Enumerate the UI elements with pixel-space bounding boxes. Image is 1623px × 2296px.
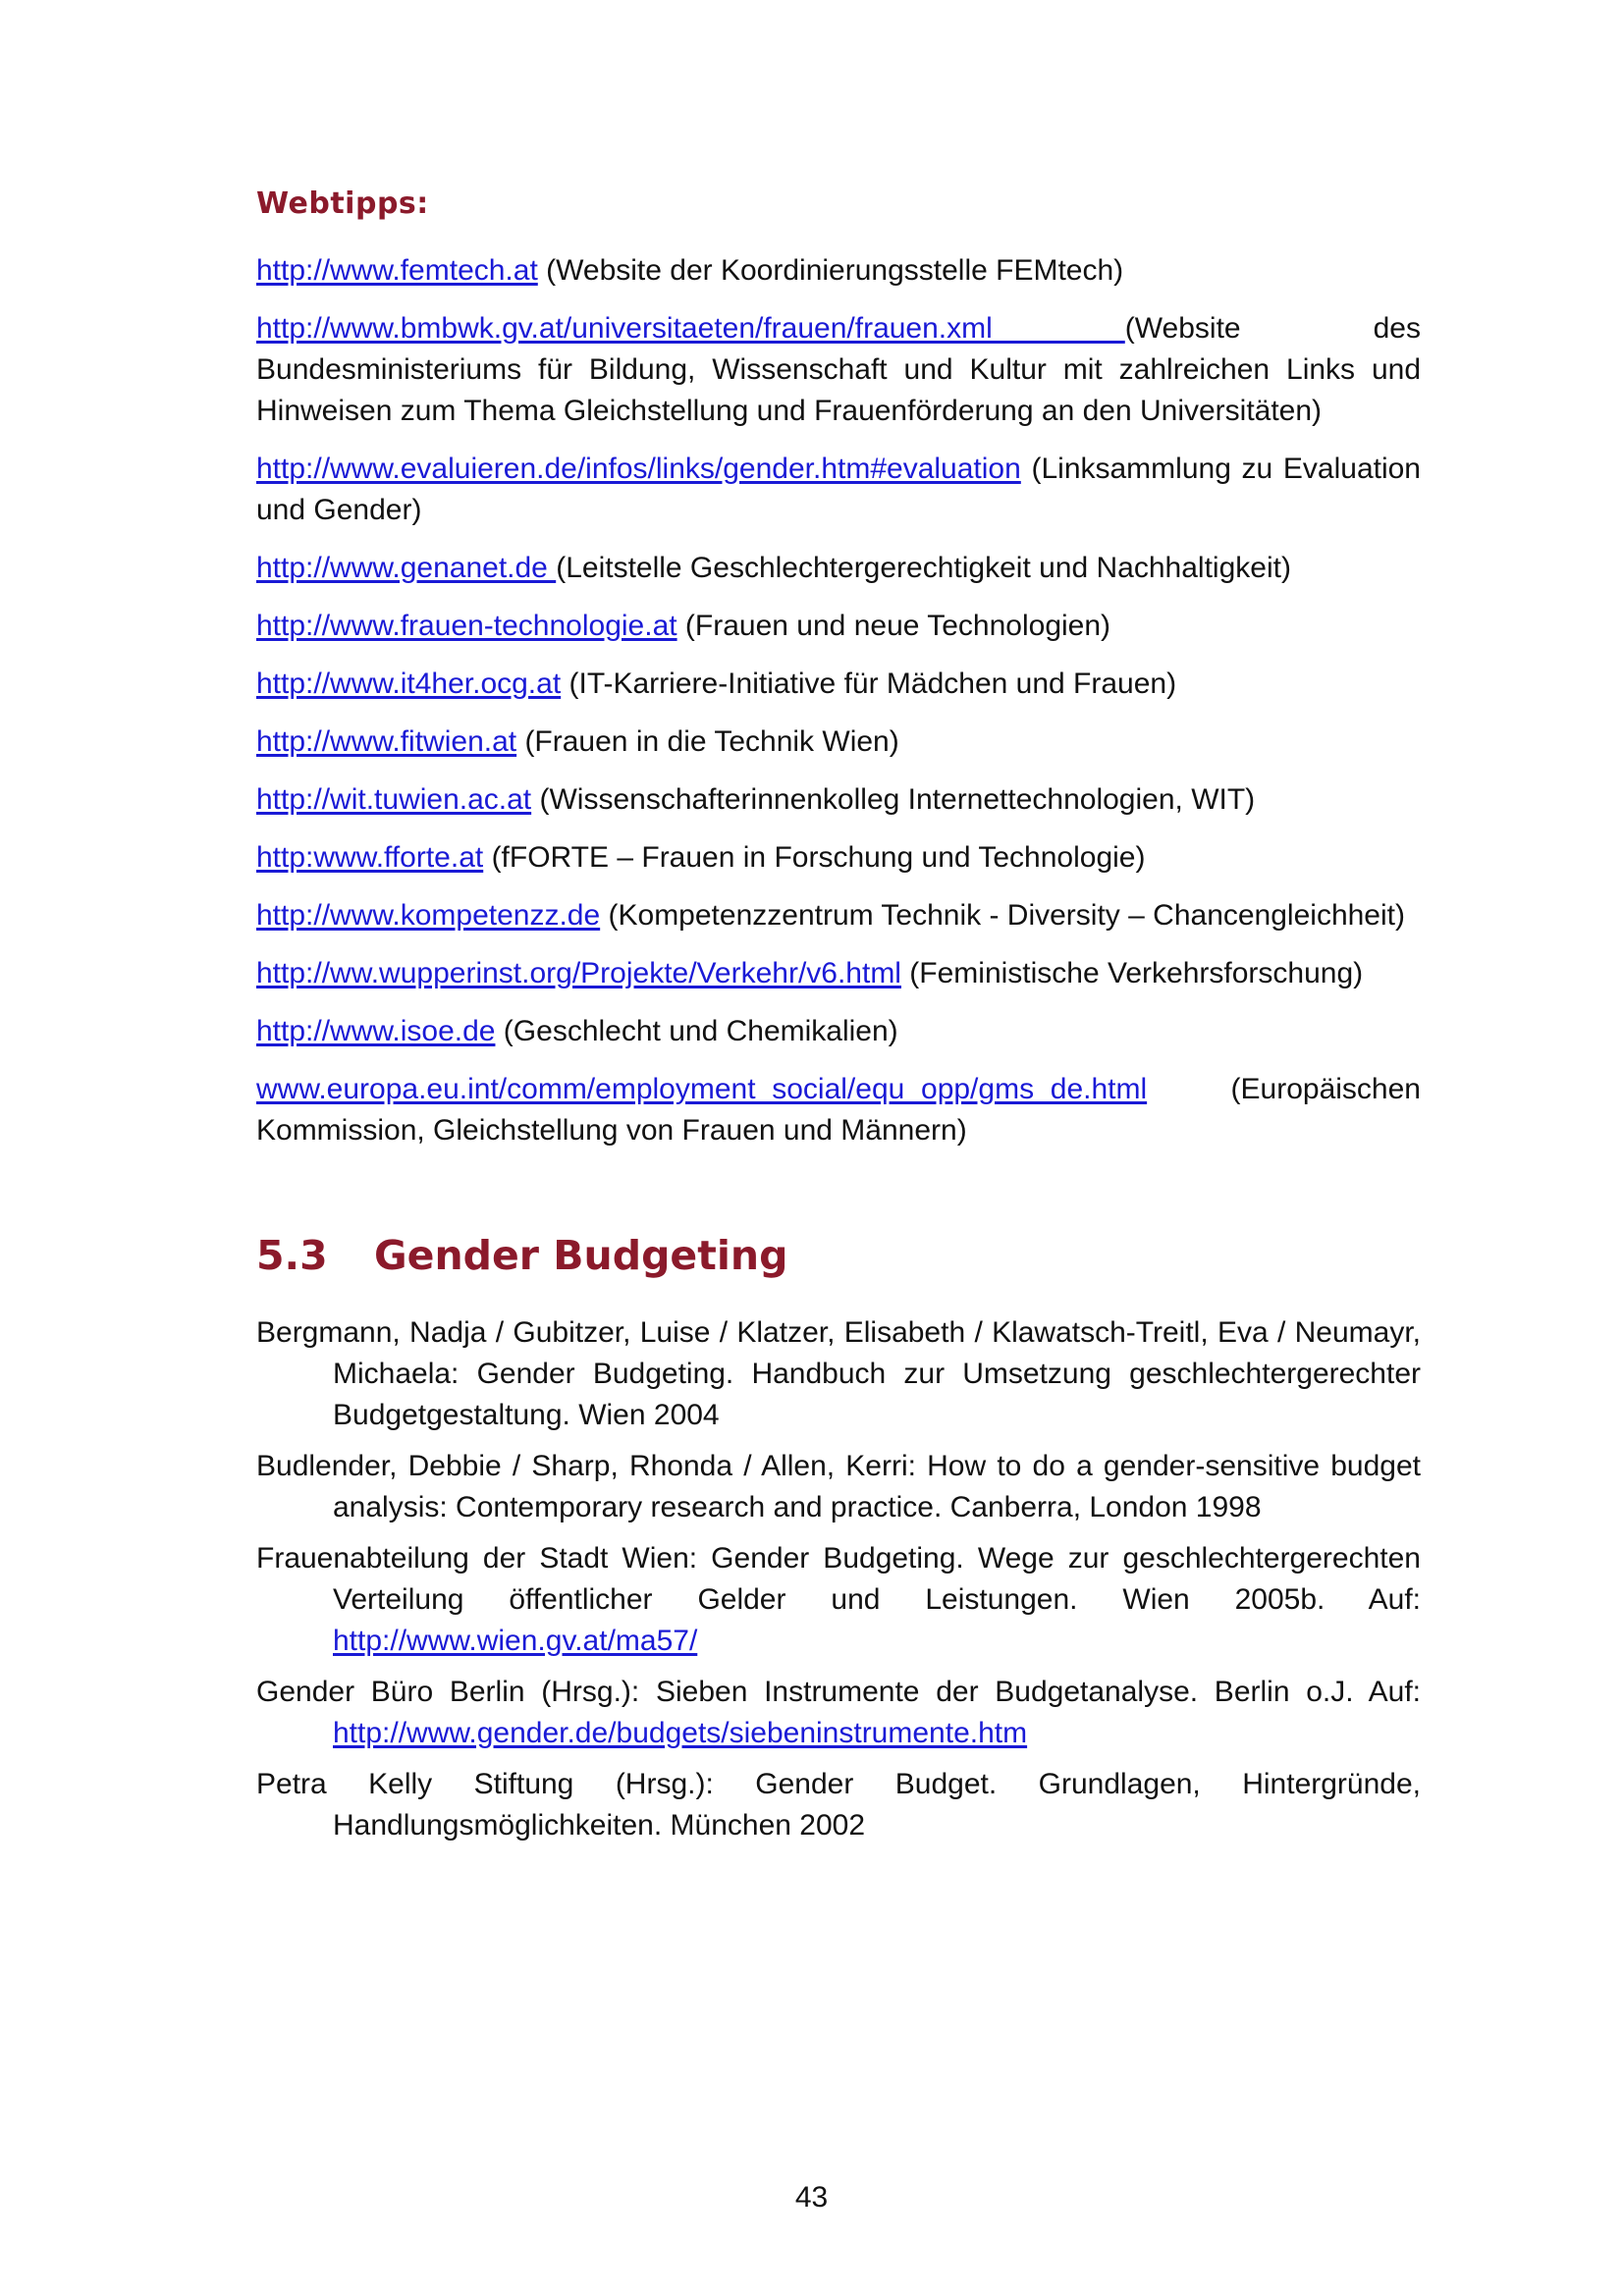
webtipp-description: (Linksammlung zu Evaluation und Gender) bbox=[256, 453, 1421, 526]
reference-entry bbox=[256, 1538, 1421, 1662]
webtipp-entry bbox=[256, 606, 1421, 647]
webtipp-entry bbox=[256, 1011, 1421, 1052]
webtipp-entry bbox=[256, 1069, 1421, 1151]
reference-entry bbox=[256, 1312, 1421, 1436]
webtipp-link[interactable]: http://www.genanet.de bbox=[256, 552, 557, 584]
webtipp-link[interactable]: http://www.fitwien.at bbox=[256, 725, 517, 758]
reference-entry bbox=[256, 1446, 1421, 1528]
webtipp-entry bbox=[256, 250, 1421, 292]
webtipp-entry bbox=[256, 895, 1421, 936]
reference-link[interactable]: http://www.gender.de/budgets/siebeninstrumente.htm bbox=[333, 1717, 1028, 1749]
section-heading bbox=[256, 1232, 1421, 1279]
reference-text: Budlender, Debbie / Sharp, Rhonda / Allen, Kerri: How to do a gender-sensitive budget analysis: Contemporary research and practice. Canberra, London 1998 bbox=[256, 1450, 1421, 1523]
page-content bbox=[256, 187, 1421, 1856]
webtipp-description: (IT-Karriere-Initiative für Mädchen und Frauen) bbox=[561, 667, 1177, 700]
webtipp-link[interactable]: http:www.fforte.at bbox=[256, 841, 484, 874]
webtipp-description: (fFORTE – Frauen in Forschung und Technologie) bbox=[483, 841, 1146, 874]
section-title: Gender Budgeting bbox=[374, 1232, 788, 1279]
webtipp-entry bbox=[256, 308, 1421, 432]
webtipp-entry bbox=[256, 953, 1421, 994]
webtipp-description: (Website des Bundesministeriums für Bildung, Wissenschaft und Kultur mit zahlreichen Links und Hinweisen zum Thema Gleichstellung und Frauenförderung an den Universitäten) bbox=[256, 312, 1421, 427]
webtipp-description: (Frauen und neue Technologien) bbox=[676, 610, 1111, 642]
webtipp-link[interactable]: http://www.it4her.ocg.at bbox=[256, 667, 562, 700]
webtipp-entry bbox=[256, 721, 1421, 763]
webtipp-description: (Wissenschafterinnenkolleg Internettechnologien, WIT) bbox=[531, 783, 1256, 816]
webtipp-description: (Website der Koordinierungsstelle FEMtech) bbox=[537, 254, 1124, 287]
webtipp-link[interactable]: http://www.kompetenzz.de bbox=[256, 899, 601, 932]
webtipps-heading: Webtipps: bbox=[256, 187, 429, 221]
reference-link[interactable]: http://www.wien.gv.at/ma57/ bbox=[333, 1625, 698, 1657]
references-list bbox=[256, 1312, 1421, 1846]
webtipp-link[interactable]: http://ww.wupperinst.org/Projekte/Verkehr/v6.html bbox=[256, 957, 901, 989]
webtipp-entry bbox=[256, 548, 1421, 589]
webtipp-link[interactable]: http://www.bmbwk.gv.at/universitaeten/frauen/frauen.xml bbox=[256, 312, 1125, 345]
webtipp-entry bbox=[256, 449, 1421, 531]
reference-text: Bergmann, Nadja / Gubitzer, Luise / Klatzer, Elisabeth / Klawatsch-Treitl, Eva / Neumayr, Michaela: Gender Budgeting. Handbuch zur Umsetzung geschlechtergerechter Budgetgestaltung. Wien 2004 bbox=[256, 1316, 1421, 1431]
reference-text: Frauenabteilung der Stadt Wien: Gender Budgeting. Wege zur geschlechtergerechten Verteilung öffentlicher Gelder und Leistungen. Wien 2005b. Auf: bbox=[256, 1542, 1421, 1616]
webtipp-entry bbox=[256, 837, 1421, 879]
webtipp-description: (Frauen in die Technik Wien) bbox=[516, 725, 899, 758]
webtipp-link[interactable]: http://www.evaluieren.de/infos/links/gender.htm#evaluation bbox=[256, 453, 1021, 485]
webtipp-link[interactable]: http://www.isoe.de bbox=[256, 1015, 496, 1047]
reference-entry bbox=[256, 1764, 1421, 1846]
webtipp-link[interactable]: http://www.frauen-technologie.at bbox=[256, 610, 677, 642]
webtipp-link[interactable]: www.europa.eu.int/comm/employment_social/equ_opp/gms_de.html bbox=[256, 1073, 1148, 1105]
webtipp-description: (Leitstelle Geschlechtergerechtigkeit und Nachhaltigkeit) bbox=[556, 552, 1291, 584]
reference-entry bbox=[256, 1672, 1421, 1754]
webtipp-entry bbox=[256, 664, 1421, 705]
webtipp-description: (Geschlecht und Chemikalien) bbox=[495, 1015, 898, 1047]
reference-text: Petra Kelly Stiftung (Hrsg.): Gender Budget. Grundlagen, Hintergründe, Handlungsmöglichkeiten. München 2002 bbox=[256, 1768, 1421, 1842]
webtipp-description: (Europäischen Kommission, Gleichstellung von Frauen und Männern) bbox=[256, 1073, 1421, 1147]
webtipps-list bbox=[256, 250, 1421, 1151]
section-number: 5.3 bbox=[256, 1232, 328, 1279]
page-number: 43 bbox=[794, 2181, 829, 2214]
webtipp-description: (Feministische Verkehrsforschung) bbox=[900, 957, 1364, 989]
webtipp-link[interactable]: http://wit.tuwien.ac.at bbox=[256, 783, 532, 816]
webtipp-entry bbox=[256, 779, 1421, 821]
webtipp-link[interactable]: http://www.femtech.at bbox=[256, 254, 538, 287]
reference-text: Gender Büro Berlin (Hrsg.): Sieben Instrumente der Budgetanalyse. Berlin o.J. Auf: bbox=[256, 1676, 1421, 1708]
webtipp-description: (Kompetenzzentrum Technik - Diversity – Chancengleichheit) bbox=[600, 899, 1405, 932]
